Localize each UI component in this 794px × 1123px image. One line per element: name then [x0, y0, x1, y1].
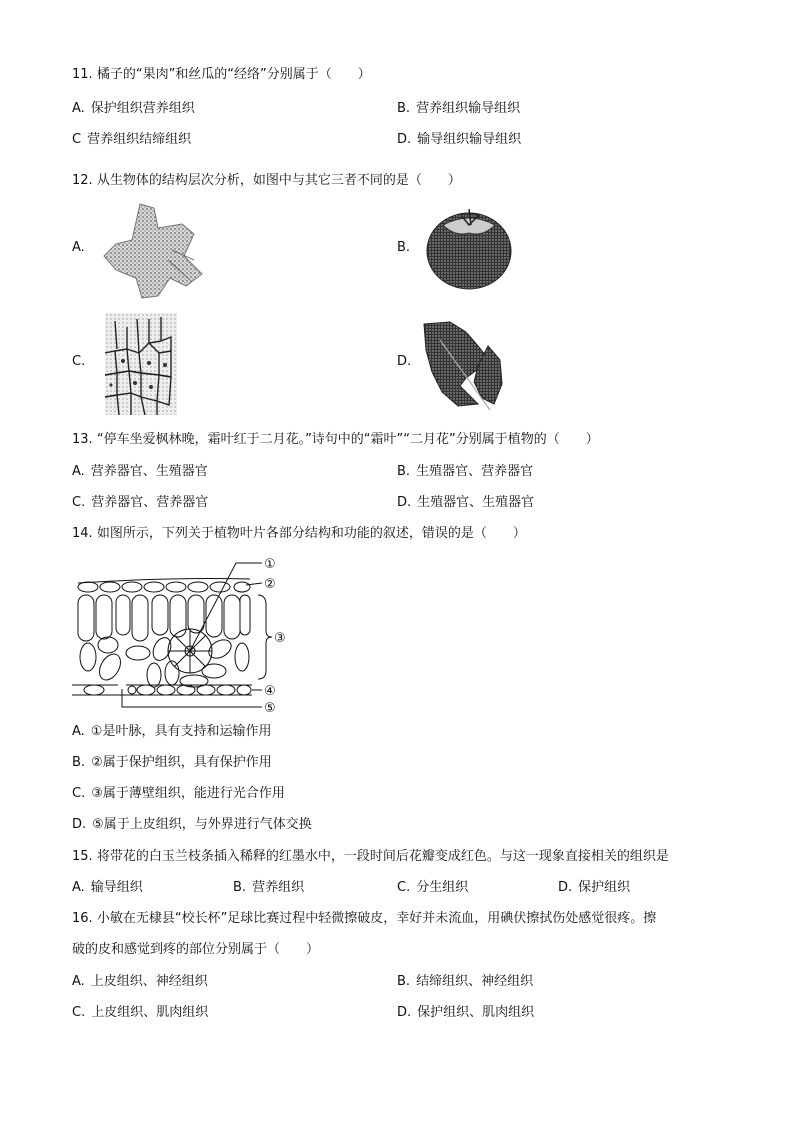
q16-option-b[interactable] [397, 973, 533, 991]
option-text: 结缔组织、神经组织 [416, 974, 534, 989]
q14-option-b[interactable] [72, 754, 272, 772]
q13-option-b[interactable] [397, 463, 533, 481]
option-label: A. [72, 880, 85, 895]
q12-option-b-label[interactable]: B. [397, 240, 411, 255]
option-label: C. [72, 786, 86, 801]
question-15-stem [72, 848, 669, 866]
option-label: C. [72, 1005, 86, 1020]
q15-option-d[interactable] [558, 879, 630, 897]
option-text: 保护组织 [578, 880, 631, 895]
label-3: ③ [274, 631, 286, 646]
leaf-cross-section-diagram [72, 553, 292, 713]
fruit-persimmon-image[interactable] [423, 203, 515, 291]
q12-option-d-label[interactable]: D. [397, 354, 412, 369]
option-label: D. [558, 880, 573, 895]
option-text: 营养组织输导组织 [416, 101, 521, 116]
q12-option-a-label[interactable]: A. [72, 240, 85, 255]
question-text: 如图所示，下列关于植物叶片各部分结构和功能的叙述，错误的是（ ） [96, 526, 526, 541]
option-text: 生殖器官、营养器官 [416, 464, 534, 479]
option-text: 输导组织 [90, 880, 143, 895]
q12-option-c-label[interactable]: C. [72, 354, 86, 369]
question-number: 16. [72, 911, 93, 926]
option-label: D. [72, 817, 87, 832]
question-number: 13. [72, 432, 93, 447]
question-16-stem-line1 [72, 910, 656, 928]
q13-option-c[interactable] [72, 494, 208, 512]
option-text: 营养器官、营养器官 [91, 495, 209, 510]
q11-option-d[interactable] [397, 131, 521, 149]
option-text: 保护组织营养组织 [90, 101, 195, 116]
question-number: 12. [72, 173, 93, 188]
leaf-image[interactable] [420, 320, 512, 412]
option-label: D. [397, 132, 412, 147]
question-text: “停车坐爱枫林晚，霜叶红于二月花。”诗句中的“霜叶”“二月花”分别属于植物的（ ） [96, 432, 599, 447]
option-label: C. [397, 880, 411, 895]
option-text: ②属于保护组织，具有保护作用 [91, 755, 272, 770]
label-5: ⑤ [264, 701, 276, 713]
option-text: 营养组织 [252, 880, 305, 895]
q14-option-d[interactable] [72, 816, 312, 834]
question-11-stem [72, 66, 371, 84]
option-label: B. [233, 880, 247, 895]
q11-option-c[interactable] [72, 131, 191, 149]
question-14-stem [72, 525, 526, 543]
option-text: ③属于薄壁组织，能进行光合作用 [91, 786, 285, 801]
option-text: 分生组织 [416, 880, 469, 895]
question-text: 从生物体的结构层次分析，如图中与其它三者不同的是（ ） [96, 173, 461, 188]
q16-option-d[interactable] [397, 1004, 534, 1022]
q11-option-a[interactable] [72, 100, 195, 118]
option-label: A. [72, 724, 85, 739]
q15-option-b[interactable] [233, 879, 304, 897]
q14-option-c[interactable] [72, 785, 285, 803]
question-16-stem-line2: 破的皮和感觉到疼的部位分别属于（ ） [72, 942, 320, 957]
label-2: ② [264, 577, 276, 592]
option-text: ①是叶脉，具有支持和运输作用 [90, 724, 272, 739]
label-4: ④ [264, 684, 276, 699]
option-label: B. [397, 974, 411, 989]
option-label: C [72, 132, 82, 147]
option-text: 保护组织、肌肉组织 [417, 1005, 535, 1020]
q16-option-a[interactable] [72, 973, 208, 991]
option-label: D. [397, 495, 412, 510]
q16-option-c[interactable] [72, 1004, 208, 1022]
option-text: ⑤属于上皮组织，与外界进行气体交换 [92, 817, 312, 832]
option-text: 输导组织输导组织 [417, 132, 522, 147]
option-text: 营养器官、生殖器官 [90, 464, 208, 479]
question-number: 11. [72, 67, 93, 82]
q14-option-a[interactable] [72, 723, 271, 741]
option-label: D. [397, 1005, 412, 1020]
question-number: 15. [72, 849, 93, 864]
option-label: B. [397, 101, 411, 116]
question-text: 将带花的白玉兰枝条插入稀释的红墨水中，一段时间后花瓣变成红色。与这一现象直接相关的组织是 [96, 849, 669, 864]
q13-option-d[interactable] [397, 494, 534, 512]
q13-option-a[interactable] [72, 463, 208, 481]
question-number: 14. [72, 526, 93, 541]
option-label: A. [72, 101, 85, 116]
option-label: B. [72, 755, 86, 770]
question-12-stem [72, 172, 461, 190]
q15-option-c[interactable] [397, 879, 468, 897]
option-label: A. [72, 974, 85, 989]
option-text: 营养组织结缔组织 [87, 132, 192, 147]
label-1: ① [264, 557, 276, 572]
option-text: 上皮组织、肌肉组织 [91, 1005, 209, 1020]
question-text: 小敏在无棣县“校长杯”足球比赛过程中轻微擦破皮，幸好并未流血，用碘伏擦拭伤处感觉很疼。擦 [96, 911, 657, 926]
option-label: A. [72, 464, 85, 479]
q11-option-b[interactable] [397, 100, 520, 118]
option-label: C. [72, 495, 86, 510]
question-text: 橘子的“果肉”和丝瓜的“经络”分别属于（ ） [96, 67, 371, 82]
cell-tissue-image[interactable] [105, 313, 177, 415]
option-label: B. [397, 464, 411, 479]
flower-image[interactable] [98, 200, 206, 300]
option-text: 上皮组织、神经组织 [90, 974, 208, 989]
q15-option-a[interactable] [72, 879, 143, 897]
question-13-stem [72, 431, 599, 449]
option-text: 生殖器官、生殖器官 [417, 495, 535, 510]
